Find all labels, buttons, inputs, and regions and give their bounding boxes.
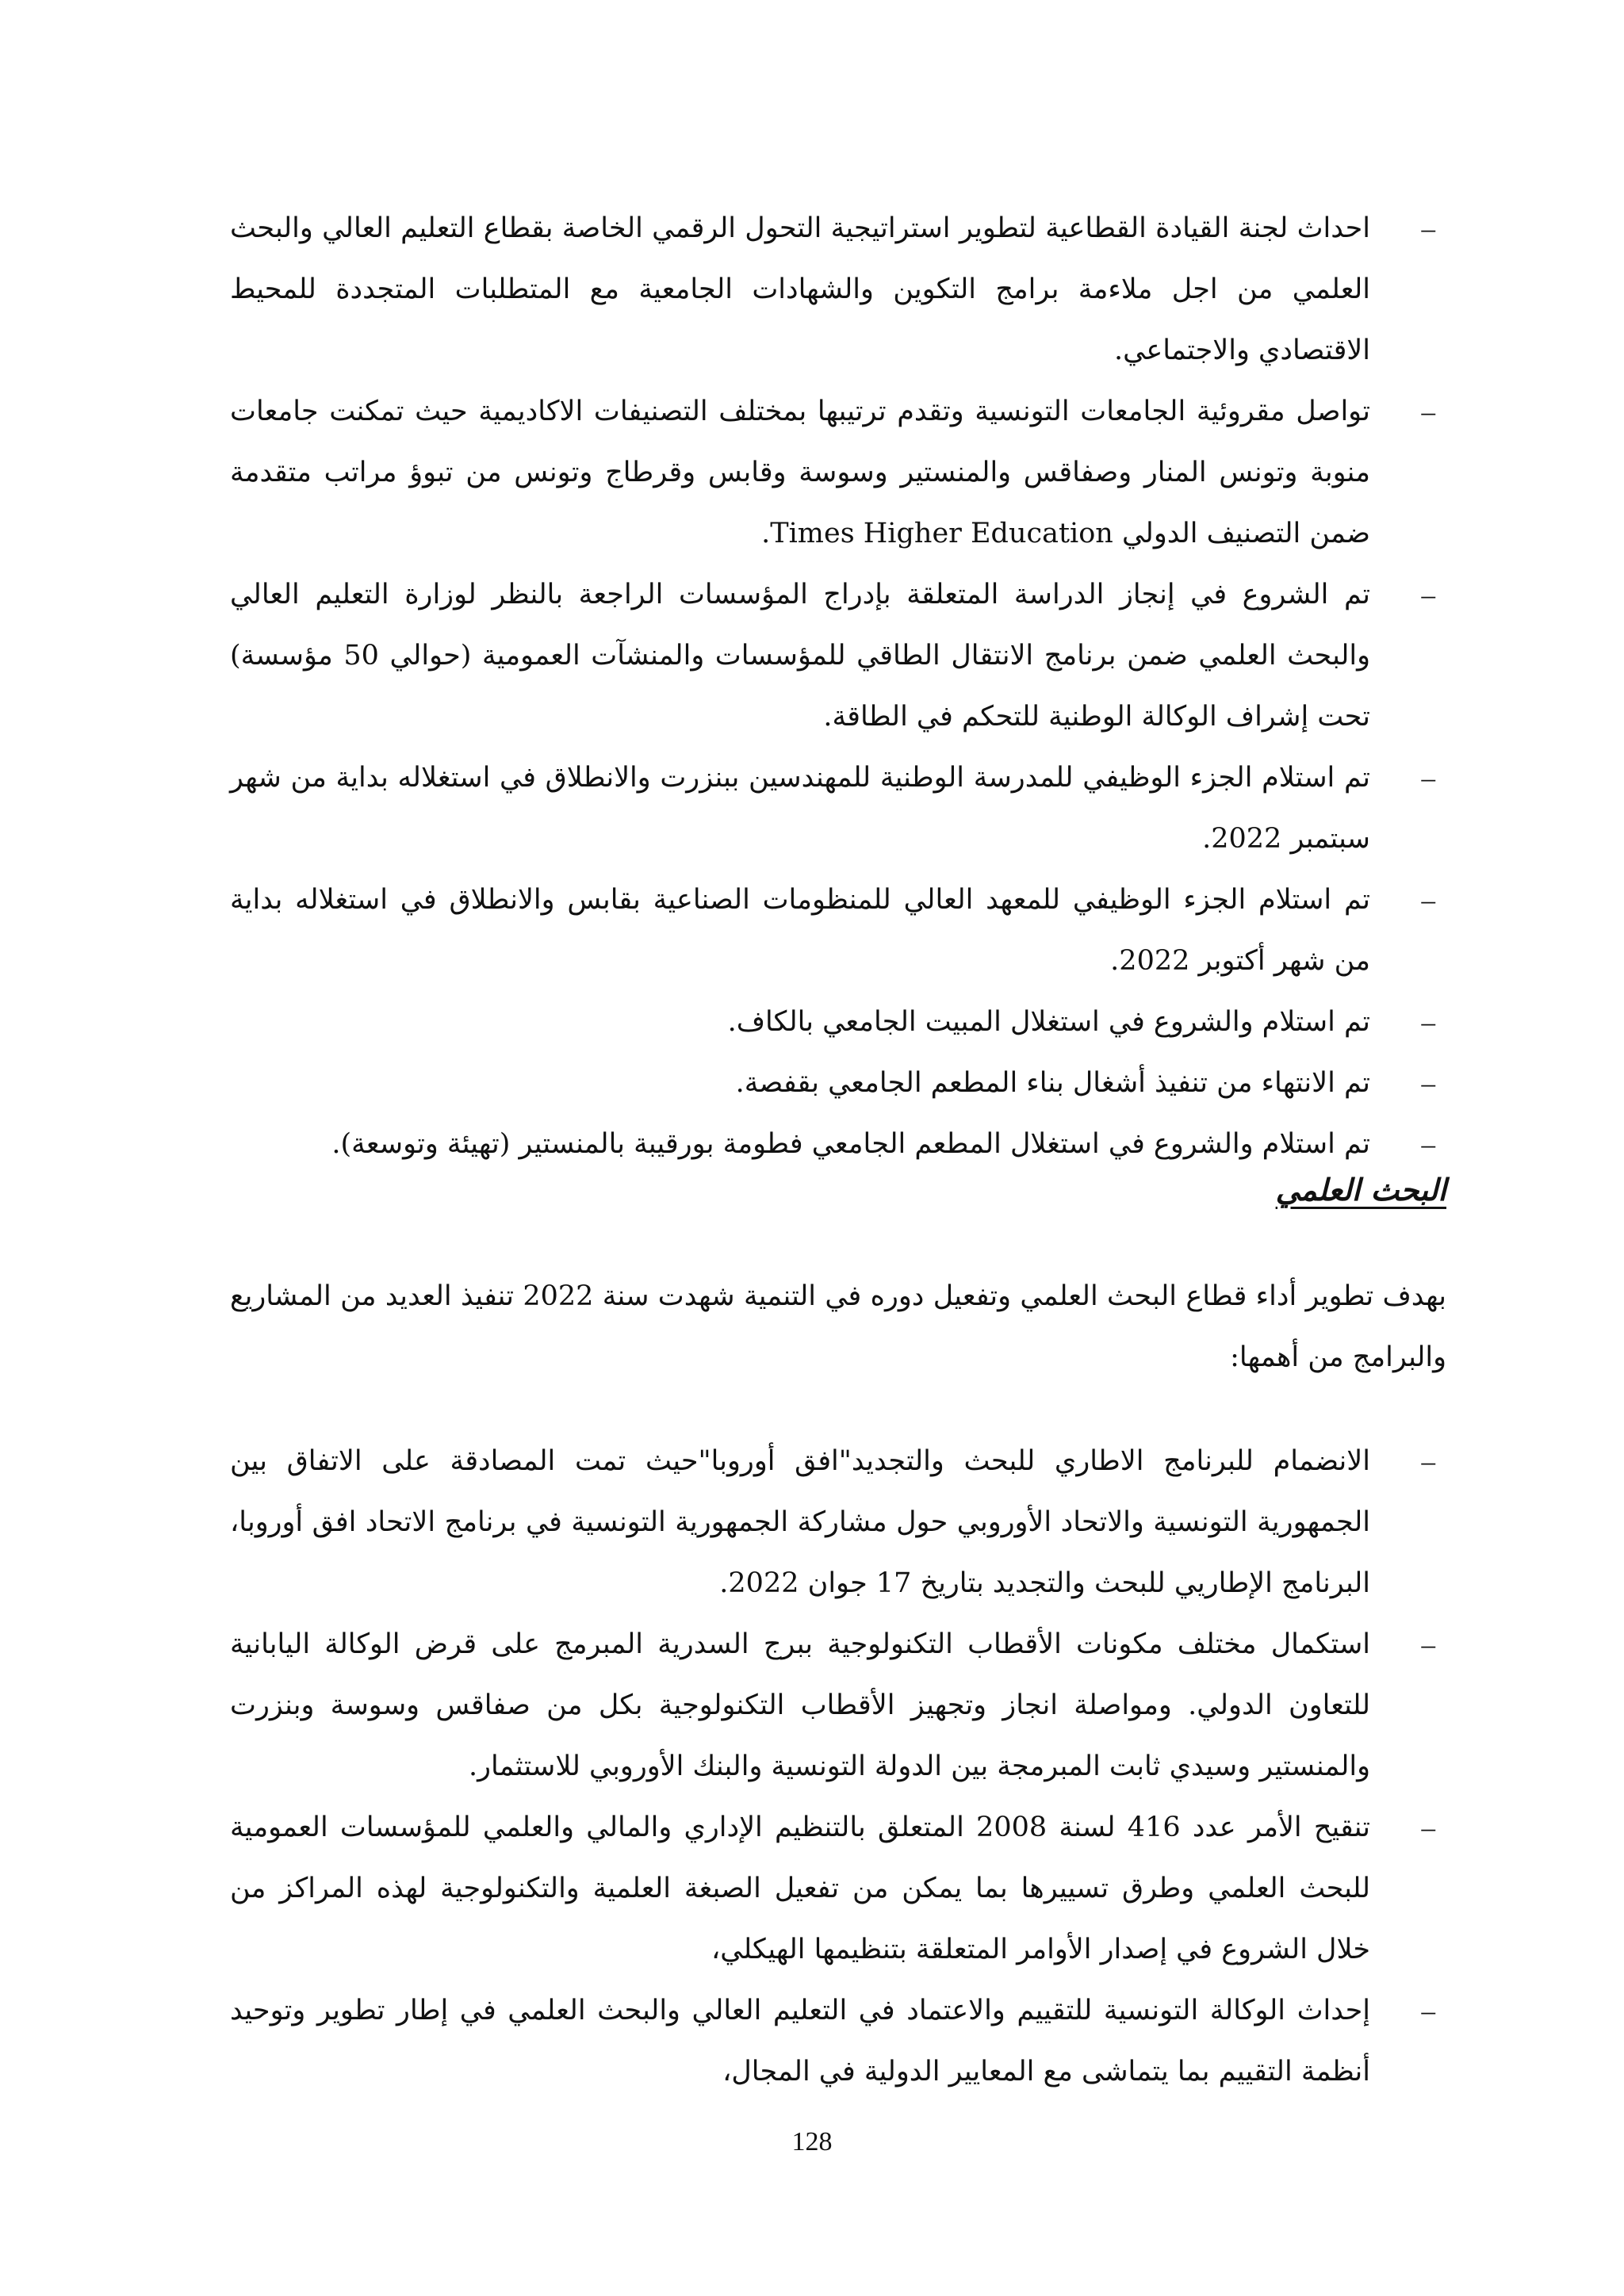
list-item <box>230 870 1446 992</box>
list-item <box>230 564 1446 748</box>
list-item <box>230 198 1446 381</box>
list-item <box>230 1053 1446 1114</box>
list-item-text: تم الانتهاء من تنفيذ أشغال بناء المطعم الجامعي بقفصة. <box>735 1067 1370 1099</box>
list-dash: – <box>1421 763 1435 794</box>
list-item <box>230 381 1446 564</box>
list-item <box>230 1431 1446 1614</box>
list-item <box>230 1114 1446 1175</box>
list-item-text: تم استلام الجزء الوظيفي للمعهد العالي للمنظومات الصناعية بقابس والانطلاق في استغلاله بداية من شهر أكتوبر 2022. <box>230 884 1370 977</box>
section-intro-paragraph: بهدف تطوير أداء قطاع البحث العلمي وتفعيل دوره في التنمية شهدت سنة 2022 تنفيذ العديد من المشاريع والبرامج من أهمها: <box>230 1280 1447 1373</box>
list-item-text: تم الشروع في إنجاز الدراسة المتعلقة بإدراج المؤسسات الراجعة بالنظر لوزارة التعليم العالي والبحث العلمي ضمن برنامج الانتقال الطاقي للمؤسسات والمنشآت العمومية (حوالي 50 مؤسسة) تحت إشراف الوكالة الوطنية للتحكم في الطاقة. <box>230 579 1370 733</box>
list-item-text: احداث لجنة القيادة القطاعية لتطوير استراتيجية التحول الرقمي الخاصة بقطاع التعليم العالي والبحث العلمي من اجل ملاءمة برامج التكوين والشهادات الجامعية مع المتطلبات المتجددة للمحيط الاقتصادي والاجتماعي. <box>230 212 1370 366</box>
list-item-text: استكمال مختلف مكونات الأقطاب التكنولوجية ببرج السدرية المبرمج على قرض الوكالة اليابانية للتعاون الدولي. ومواصلة انجاز وتجهيز الأقطاب التكنولوجية بكل من صفاقس وسوسة وبنزرت والمنستير وسيدي ثابت المبرمجة بين الدولة التونسية والبنك الأوروبي للاستثمار. <box>230 1628 1370 1782</box>
list-dash: – <box>1421 396 1435 427</box>
list-item <box>230 1614 1446 1797</box>
list-item-text: تم استلام والشروع في استغلال المبيت الجامعي بالكاف. <box>727 1006 1370 1038</box>
list-item-text: تنقيح الأمر عدد 416 لسنة 2008 المتعلق بالتنظيم الإداري والمالي والعلمي للمؤسسات العمومية للبحث العلمي وطرق تسييرها بما يمكن من تفعيل الصبغة العلمية والتكنولوجية لهذه المراكز من خلال الشروع في إصدار الأوامر المتعلقة بتنظيمها الهيكلي، <box>230 1812 1371 1965</box>
list-dash: – <box>1421 1629 1435 1660</box>
achievements-list-block <box>230 198 1446 1175</box>
list-dash: – <box>1421 213 1435 244</box>
list-item <box>230 748 1446 870</box>
list-dash: – <box>1421 580 1435 610</box>
research-projects-list <box>230 1431 1446 2103</box>
list-dash: – <box>1421 1129 1435 1160</box>
page-number: 128 <box>791 2127 833 2156</box>
list-item <box>230 1797 1446 1980</box>
list-item-text: إحداث الوكالة التونسية للتقييم والاعتماد في التعليم العالي والبحث العلمي في إطار تطوير وتوحيد أنظمة التقييم بما يتماشى مع المعايير الدولية في المجال، <box>230 1995 1370 2087</box>
list-item <box>230 1980 1446 2103</box>
list-item-text: تم استلام والشروع في استغلال المطعم الجامعي فطومة بورقيبة بالمنستير (تهيئة وتوسعة). <box>331 1128 1370 1160</box>
research-projects-list-block <box>230 1431 1446 2103</box>
list-dash: – <box>1421 1007 1435 1038</box>
list-item-text: تواصل مقروئية الجامعات التونسية وتقدم ترتيبها بمختلف التصنيفات الاكاديمية حيث تمكنت جامعات منوبة وتونس المنار وصفاقس والمنستير وسوسة وقابس وقرطاج وتونس من تبوؤ مراتب متقدمة ضمن التصنيف الدولي Times Higher Education. <box>230 396 1370 549</box>
list-dash: – <box>1421 885 1435 916</box>
list-dash: – <box>1421 1996 1435 2026</box>
list-dash: – <box>1421 1068 1435 1099</box>
list-dash: – <box>1421 1446 1435 1477</box>
list-item <box>230 992 1446 1053</box>
achievements-list <box>230 198 1446 1175</box>
list-item-text: الانضمام للبرنامج الاطاري للبحث والتجديد"افق أوروبا"حيث تمت المصادقة على الاتفاق بين الجمهورية التونسية والاتحاد الأوروبي حول مشاركة الجمهورية التونسية في برنامج الاتحاد افق أوروبا، البرنامج الإطاريي للبحث والتجديد بتاريخ 17 جوان 2022. <box>230 1445 1370 1599</box>
list-item-text: تم استلام الجزء الوظيفي للمدرسة الوطنية للمهندسين ببنزرت والانطلاق في استغلاله بداية من شهر سبتمبر 2022. <box>230 762 1370 855</box>
section-heading: البحث العلمي <box>1275 1172 1446 1207</box>
list-dash: – <box>1421 1812 1435 1843</box>
